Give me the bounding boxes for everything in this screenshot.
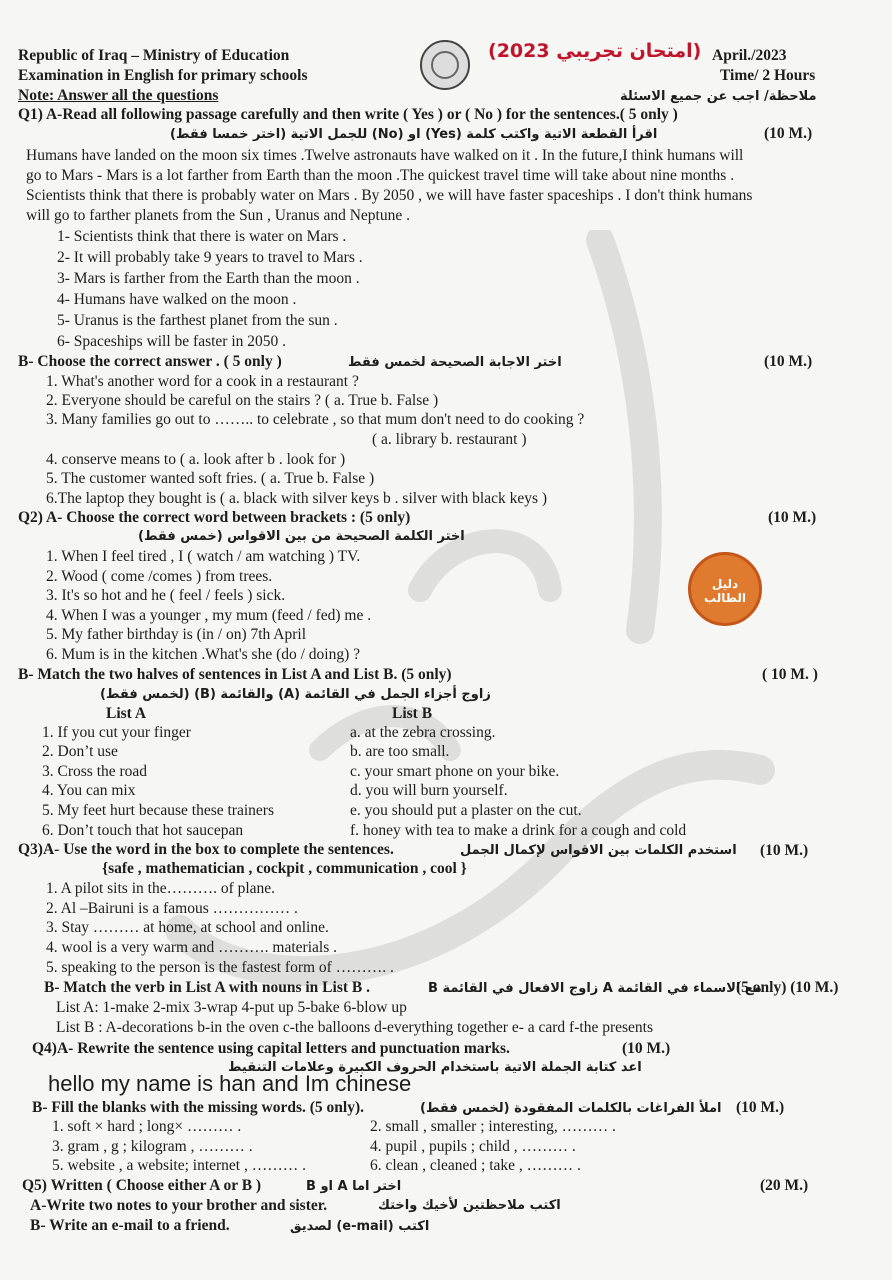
header-note: Note: Answer all the questions [18, 87, 219, 104]
q1b-item: 6.The laptop they bought is ( a. black with silver keys b . silver with black keys ) [46, 490, 548, 507]
q3b-heading-arabic: B زاوج الافعال في القائمة A مع الاسماء في القائمة [428, 981, 762, 996]
list-b-item: e. you should put a plaster on the cut. [350, 802, 582, 819]
q4b-item: 1. soft × hard ; long× ……… . [52, 1118, 242, 1135]
q5-marks: (20 M.) [760, 1177, 809, 1194]
q2a-item: 6. Mum is in the kitchen .What's she (do / doing) ? [46, 646, 361, 663]
q5-heading: Q5) Written ( Choose either A or B ) [22, 1177, 262, 1194]
q1b-item: 1. What's another word for a cook in a restaurant ? [46, 373, 359, 390]
q2b-marks: ( 10 M. ) [762, 666, 818, 683]
q4b-item: 5. website , a website; internet , ……… . [52, 1157, 306, 1174]
q1a-item: 1- Scientists think that there is water on Mars . [57, 228, 347, 245]
q1b-item: 2. Everyone should be careful on the stairs ? ( a. True b. False ) [46, 392, 439, 409]
q2a-item: 1. When I feel tired , I ( watch / am watching ) TV. [46, 548, 361, 565]
q1a-item: 2- It will probably take 9 years to travel to Mars . [57, 249, 363, 266]
exam-date: April./2023 [712, 47, 787, 64]
q1b-heading-arabic: اختر الاجابة الصحيحة لخمس فقط [348, 355, 562, 370]
q4b-item: 6. clean , cleaned ; take , ……… . [370, 1157, 581, 1174]
rewrite-sentence: hello my name is han and Im chinese [48, 1071, 412, 1096]
q3a-marks: (10 M.) [760, 842, 809, 859]
q1b-item: 3. Many families go out to …….. to celebrate , so that mum don't need to do cooking ? [46, 411, 585, 428]
q3b-marks: (5 only) (10 M.) [736, 979, 839, 996]
q1a-heading-arabic: اقرأ القطعة الاتية واكتب كلمة (Yes) او (No) للجمل الاتية (اختر خمسا فقط) [170, 127, 658, 142]
q4a-marks: (10 M.) [622, 1040, 671, 1057]
q3a-item: 4. wool is a very warm and ………. materials . [46, 939, 337, 956]
q3b-list-b: List B : A-decorations b-in the oven c-the balloons d-everything together e- a card f-the presents [56, 1019, 653, 1036]
list-a-item: 2. Don’t use [42, 743, 118, 760]
q2a-item: 4. When I was a younger , my mum (feed / fed) me . [46, 607, 372, 624]
list-a-item: 4. You can mix [42, 782, 136, 799]
passage-line: go to Mars - Mars is a lot farther from Earth than the moon .The quickest travel time will take about nine months . [26, 167, 735, 184]
note-arabic: ملاحظة/ اجب عن جميع الاسئلة [620, 89, 817, 104]
q1b-item-options: ( a. library b. restaurant ) [372, 431, 527, 448]
q3a-item: 3. Stay ……… at home, at school and online. [46, 919, 329, 936]
list-b-item: d. you will burn yourself. [350, 782, 508, 799]
q3a-item: 2. Al –Bairuni is a famous …………… . [46, 900, 298, 917]
q4b-item: 4. pupil , pupils ; child , ……… . [370, 1138, 576, 1155]
q2a-heading-arabic: اختر الكلمة الصحيحة من بين الاقواس (خمس فقط) [138, 529, 465, 544]
q1b-item: 4. conserve means to ( a. look after b . look for ) [46, 451, 346, 468]
q4b-item: 3. gram , g ; kilogram , ……… . [52, 1138, 253, 1155]
q3a-heading: Q3)A- Use the word in the box to complete the sentences. [18, 841, 394, 858]
q1a-heading: Q1) A-Read all following passage carefully and then write ( Yes ) or ( No ) for the sentences.( 5 only ) [18, 106, 678, 123]
list-a-title: List A [106, 705, 147, 722]
q4b-marks: (10 M.) [736, 1099, 785, 1116]
q1b-heading: B- Choose the correct answer . ( 5 only ) [18, 353, 282, 370]
q2a-item: 3. It's so hot and he ( feel / feels ) sick. [46, 587, 286, 604]
list-b-item: f. honey with tea to make a drink for a cough and cold [350, 822, 687, 839]
exam-title: (امتحان تجريبي 2023) [488, 40, 702, 62]
q1a-item: 5- Uranus is the farthest planet from the sun . [57, 312, 338, 329]
q4b-item: 2. small , smaller ; interesting, ……… . [370, 1118, 616, 1135]
q2b-heading-arabic: زاوج أجزاء الجمل في القائمة (A) والقائمة (B) (لخمس فقط) [100, 687, 491, 702]
list-b-item: c. your smart phone on your bike. [350, 763, 560, 780]
exam-time: Time/ 2 Hours [720, 67, 816, 84]
q5-option-b-arabic: اكتب (e-mail) لصديق [290, 1219, 430, 1234]
q4b-heading-arabic: املأ الفراغات بالكلمات المفقودة (لخمس فقط) [420, 1101, 722, 1116]
q4b-heading: B- Fill the blanks with the missing words. (5 only). [32, 1099, 365, 1116]
q2a-item: 2. Wood ( come /comes ) from trees. [46, 568, 273, 585]
q2a-marks: (10 M.) [768, 509, 817, 526]
ministry-seal-icon [420, 40, 470, 90]
word-box: {safe , mathematician , cockpit , communication , cool } [102, 860, 467, 877]
list-a-item: 1. If you cut your finger [42, 724, 191, 741]
list-b-title: List B [392, 705, 433, 722]
q5-option-a: A-Write two notes to your brother and sister. [30, 1197, 328, 1214]
q5-option-a-arabic: اكتب ملاحظتين لأخيك واختك [378, 1198, 561, 1213]
q3b-heading: B- Match the verb in List A with nouns in List B . [44, 979, 370, 996]
q3a-item: 5. speaking to the person is the fastest form of ………. . [46, 959, 394, 976]
student-guide-sticker: دليل الطالب [688, 552, 762, 626]
q3a-heading-arabic: استخدم الكلمات بين الاقواس لإكمال الجمل [460, 843, 737, 858]
q1b-marks: (10 M.) [764, 353, 813, 370]
q5-heading-arabic: اختر اما A او B [306, 1179, 402, 1194]
q1a-item: 6- Spaceships will be faster in 2050 . [57, 333, 287, 350]
q3b-list-a: List A: 1-make 2-mix 3-wrap 4-put up 5-bake 6-blow up [56, 999, 407, 1016]
passage-line: Scientists think that there is probably water on Mars . By 2050 , we will have faster spaceships . I don't think humans [26, 187, 753, 204]
header-ministry: Republic of Iraq – Ministry of Education [18, 47, 290, 64]
q1b-item: 5. The customer wanted soft fries. ( a. True b. False ) [46, 470, 375, 487]
list-a-item: 5. My feet hurt because these trainers [42, 802, 274, 819]
q4a-heading-arabic: اعد كتابة الجملة الاتية باستخدام الحروف الكبيرة وعلامات التنقيط [228, 1060, 642, 1075]
q2b-heading: B- Match the two halves of sentences in List A and List B. (5 only) [18, 666, 452, 683]
q1a-item: 4- Humans have walked on the moon . [57, 291, 297, 308]
q1a-marks: (10 M.) [764, 125, 813, 142]
header-exam: Examination in English for primary schools [18, 67, 308, 84]
passage-line: will go to farther planets from the Sun , Uranus and Neptune . [26, 207, 410, 224]
list-b-item: a. at the zebra crossing. [350, 724, 496, 741]
passage-line: Humans have landed on the moon six times .Twelve astronauts have walked on it . In the future,I think humans will [26, 147, 744, 164]
q5-option-b: B- Write an e-mail to a friend. [30, 1217, 230, 1234]
list-b-item: b. are too small. [350, 743, 450, 760]
q2a-item: 5. My father birthday is (in / on) 7th April [46, 626, 307, 643]
q4a-heading: Q4)A- Rewrite the sentence using capital letters and punctuation marks. [32, 1040, 510, 1057]
q1a-item: 3- Mars is farther from the Earth than the moon . [57, 270, 360, 287]
list-a-item: 3. Cross the road [42, 763, 148, 780]
q3a-item: 1. A pilot sits in the………. of plane. [46, 880, 276, 897]
list-a-item: 6. Don’t touch that hot saucepan [42, 822, 244, 839]
q2a-heading: Q2) A- Choose the correct word between brackets : (5 only) [18, 509, 411, 526]
